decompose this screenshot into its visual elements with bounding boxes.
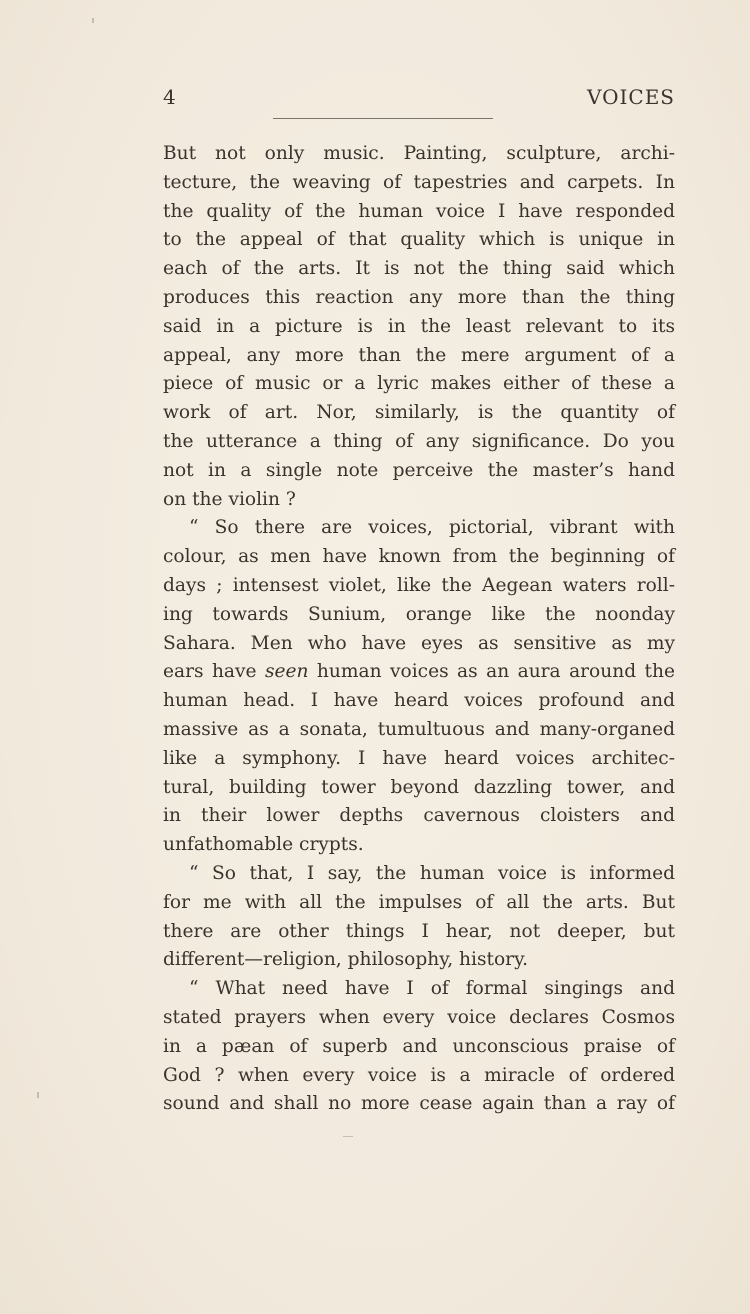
paragraph [163, 860, 675, 975]
text-line: said in a picture is in the least relevant to its [163, 315, 675, 337]
text-line: work of art. Nor, similarly, is the quantity of [163, 402, 675, 424]
text-line: “ What need have I of formal singings and [189, 978, 675, 1000]
text-line: Sahara. Men who have eyes as sensitive as my [163, 632, 675, 654]
header-rule [273, 118, 493, 119]
text-line: God ? when every voice is a miracle of ordered [163, 1064, 675, 1086]
text-line: tural, building tower beyond dazzling tower, and [163, 776, 675, 798]
text-line: each of the arts. It is not the thing said which [163, 258, 675, 280]
running-head: VOICES [587, 85, 675, 109]
text-line: in a pæan of superb and unconscious praise of [163, 1035, 675, 1057]
paper-speck [343, 1136, 353, 1137]
text-line: there are other things I hear, not deeper, but [163, 920, 675, 942]
text-line: sound and shall no more cease again than a ray of [163, 1093, 675, 1115]
text-line: ing towards Sunium, orange like the noonday [163, 603, 675, 625]
paragraph [163, 975, 675, 1119]
text-line: on the violin ? [163, 488, 296, 510]
text-line: days ; intensest violet, like the Aegean waters roll- [163, 574, 675, 596]
text-line: stated prayers when every voice declares Cosmos [163, 1006, 675, 1028]
text-line: different—religion, philosophy, history. [163, 949, 529, 971]
body-text [163, 140, 675, 1119]
page-header [163, 84, 675, 114]
paper-speck [92, 18, 94, 23]
text-line: But not only music. Painting, sculpture, archi- [163, 143, 675, 164]
text-line: like a symphony. I have heard voices architec- [163, 747, 675, 769]
text-line: in their lower depths cavernous cloisters and [163, 805, 675, 827]
text-line: not in a single note perceive the master’s hand [163, 459, 675, 481]
text-line: piece of music or a lyric makes either of these a [163, 373, 675, 395]
text-line [163, 658, 675, 687]
paper-speck [37, 1092, 39, 1098]
text-run: human voices as an aura around the [308, 661, 675, 683]
text-line: massive as a sonata, tumultuous and many-organed [163, 718, 675, 740]
text-line: the utterance a thing of any significance. Do you [163, 430, 675, 452]
text-line: for me with all the impulses of all the arts. But [163, 891, 675, 913]
text-line: appeal, any more than the mere argument of a [163, 344, 675, 366]
text-line: “ So there are voices, pictorial, vibrant with [189, 517, 675, 539]
text-line: “ So that, I say, the human voice is informed [189, 862, 675, 884]
text-line: unfathomable crypts. [163, 834, 364, 856]
paragraph [163, 514, 675, 860]
text-run: ears have [163, 661, 265, 683]
italic-word: seen [264, 661, 309, 683]
page-number: 4 [163, 85, 176, 109]
text-line: produces this reaction any more than the thing [163, 286, 675, 308]
text-line: human head. I have heard voices profound and [163, 690, 675, 712]
text-line: the quality of the human voice I have responded [163, 200, 675, 222]
text-line: tecture, the weaving of tapestries and carpets. In [163, 171, 675, 193]
paragraph [163, 140, 675, 514]
text-line: to the appeal of that quality which is unique in [163, 229, 675, 251]
text-line: colour, as men have known from the beginning of [163, 546, 675, 568]
